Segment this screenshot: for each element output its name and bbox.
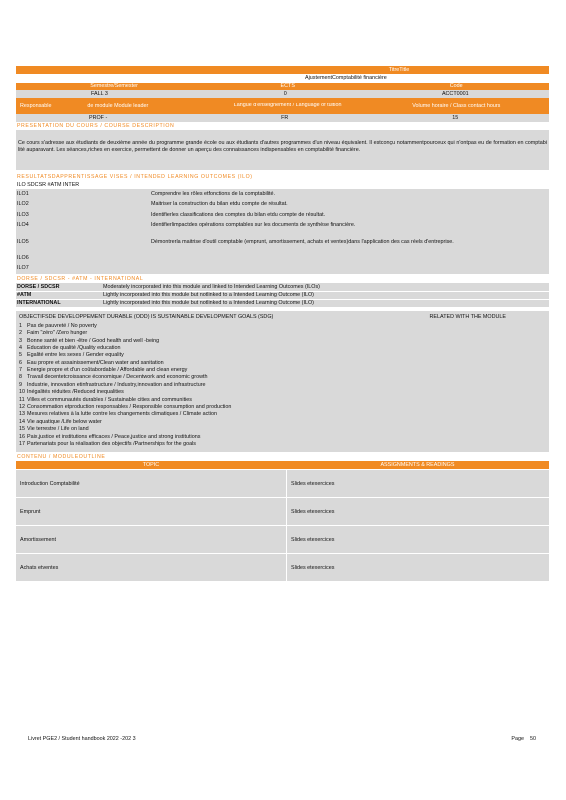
semester-label: Semestre/Semester (90, 83, 138, 90)
ilo-text: Démontrerla maitrise d'outil comptable (emprunt, amortissement, achats et ventes)dans l'application des cas réels d'entreprise. (151, 238, 454, 245)
hours-label: Volume horaire / Class contact hours (412, 102, 501, 109)
sdg-number: 5 (19, 352, 22, 359)
assignment-cell: Slides etexercices (286, 554, 549, 581)
sdg-item (19, 426, 546, 433)
sdg-number: 3 (19, 337, 22, 344)
description-heading: PRESENTATION DU COURS / COURSE DESCRIPTION (17, 123, 175, 129)
title-label: TitreTitle (388, 66, 410, 73)
sdg-text: Egalité entre les sexes / Gender equality (27, 352, 124, 359)
module-leader-label: de module Module leader (87, 102, 149, 109)
dorse-heading: DORSE / SDCSR - #ATM - INTERNATIONAL (17, 276, 144, 282)
ilo-row (16, 210, 549, 221)
sdg-number: 7 (19, 367, 22, 374)
code-label: Code (449, 83, 463, 90)
assignment-cell: Slides etexercices (286, 470, 549, 497)
topic-cell: Amortissement (20, 536, 56, 543)
sdg-text: Education de qualité /Quality education (27, 344, 121, 351)
assignment-cell: Slides etexercices (286, 526, 549, 553)
sdg-text: Eau propre et assainissement/Clean water and sanitation (27, 359, 164, 366)
ilo-text: Identifierles classifications des comptes du bilan etdu compte de résultat. (151, 211, 326, 218)
sdg-text: Pas de pauvreté / No poverty (27, 322, 97, 329)
hours-value: 15 (452, 114, 459, 121)
ilo-id: ILO1 (17, 190, 29, 197)
sdg-text: Faim "zéro" /Zero hunger (27, 330, 88, 337)
dorse-row (16, 291, 549, 299)
dorse-text: Moderately incorporated into this module and linked to Intended Learning Outcomes (ILOs) (103, 283, 320, 290)
course-title: AjustementComptabilité financière (305, 75, 387, 82)
sdg-item (19, 352, 546, 359)
sdg-number: 14 (19, 418, 25, 425)
dorse-text: Lightly incorporated into this module but notlinked to a Intended Learning Outcome (ILO) (103, 292, 314, 299)
topic-row (16, 469, 549, 497)
page-number: 50 (530, 736, 536, 742)
course-sheet (16, 66, 549, 581)
semester-value: FALL 3 (91, 90, 108, 97)
language-value: FR (281, 114, 289, 121)
dorse-label: #ATM (17, 292, 32, 299)
sdg-number: 13 (19, 411, 25, 418)
sdg-text: Mesures relatives à la lutte contre les changements climatiques / Climate action (27, 411, 217, 418)
ilo-subheading: ILO SDCSR #ATM INTER (17, 182, 80, 188)
sdg-number: 11 (19, 396, 25, 403)
dorse-label: INTERNATIONAL (17, 300, 61, 307)
sdg-number: 8 (19, 374, 22, 381)
responsable-value-row (16, 114, 549, 122)
sdg-number: 9 (19, 381, 22, 388)
ilo-table (16, 189, 549, 274)
sdg-text: Villes et communautés durables / Sustainable cities and communities (27, 396, 192, 403)
assignments-label: ASSIGNMENTS & READINGS (380, 462, 455, 469)
ilo-row (16, 253, 549, 264)
sdg-item (19, 382, 546, 389)
sdg-text: Partenariats pour la réalisation des objectifs /Partnerships for the goals (27, 441, 196, 447)
semester-value-row (16, 90, 549, 98)
topic-cell: Introduction Comptabilité (20, 480, 80, 487)
sdg-number: 4 (19, 344, 22, 351)
sdg-item (19, 323, 546, 330)
ects-label: ECTS (280, 83, 295, 90)
sdg-item (19, 397, 546, 404)
sdg-item (19, 434, 546, 441)
responsable-header-row (16, 98, 549, 114)
ilo-row (16, 231, 549, 253)
ects-value: 0 (283, 90, 287, 97)
sdg-item (19, 338, 546, 345)
code-value: ACCT0001 (441, 90, 469, 97)
sdg-item (19, 389, 546, 396)
dorse-row (16, 283, 549, 291)
contenu-heading: CONTENU / MODULEOUTLINE (17, 454, 106, 461)
ilo-id: ILO6 (17, 254, 29, 261)
sdg-number: 15 (19, 426, 25, 433)
ilo-id: ILO7 (17, 265, 29, 272)
ilo-row (16, 264, 549, 275)
dorse-label: DORSE / SDCSR (17, 283, 60, 290)
dorse-row (16, 299, 549, 307)
sdg-text: Energie propre et d'un coûtabordable / Affordable and clean energy (27, 367, 188, 374)
course-title-row (16, 74, 549, 83)
dorse-text: Lightly incorporated into this module but notlinked to a Intended Learning Outcome (ILO) (103, 300, 314, 307)
description-text: Ce cours s'adresse aux étudiants de deuxième année du programme grande école ou aux étudiants d'autres programmes d'un niveau équivalent. Il estconçu notammentpourceux qui n'ontpas eu de formation en comptabi lité auparavant. Les séances,riches en exercice, permettent de donner un aperçu des connaissances indispensables en comptabilité financière. (16, 130, 549, 170)
ilo-id: ILO5 (17, 238, 29, 245)
sdg-text: Bonne santé et bien -être / Good health and well -being (27, 337, 160, 344)
sdg-item (19, 330, 546, 337)
topic-row (16, 497, 549, 525)
ilo-text: Comprendre les rôles etfonctions de la comptabilité. (151, 190, 276, 197)
sdg-number: 16 (19, 433, 25, 440)
sdg-box (16, 311, 549, 452)
ilo-text: Identifierlimpactdes opérations comptables sur les documents de synthèse financière. (151, 222, 356, 229)
sdg-item (19, 404, 546, 411)
ilo-id: ILO3 (17, 211, 29, 218)
sdg-text: Vie aquatique /Life below water (27, 418, 102, 425)
sdg-number: 2 (19, 330, 22, 337)
page-footer (28, 736, 536, 743)
assignment-cell: Slides etexercices (286, 498, 549, 525)
ilo-heading: RESULTATSDAPPRENTISSAGE VISES / INTENDED LEARNING OUTCOMES (ILO) (17, 174, 253, 180)
sdg-number: 6 (19, 359, 22, 366)
sdg-item (19, 367, 546, 374)
sdg-text: Travail decentetcroissance économique / Decentwork and economic growth (27, 374, 208, 381)
sdg-item (19, 441, 546, 448)
ilo-row (16, 200, 549, 211)
topic-row (16, 553, 549, 581)
sdg-text: Industrie, innovation etinfrastructure / Industry,innovation and infrastructure (27, 381, 206, 388)
sdg-number: 10 (19, 389, 25, 396)
title-row (16, 66, 549, 74)
semester-header-row (16, 83, 549, 90)
ilo-text: Maitriser la construction du bilan etdu compte de résultat. (151, 201, 288, 208)
sdg-heading: OBJECTIFSDE DEVELOPPEMENT DURABLE (ODD) IS SUSTAINABLE DEVELOPMENT GOALS (SDG) (19, 314, 274, 320)
sdg-number: 17 (19, 441, 25, 447)
language-label: Langue d'enseignement / Language of tuition (233, 103, 342, 109)
sdg-item (19, 374, 546, 381)
contenu-header-row (16, 461, 549, 469)
topic-cell: Achats etventes (20, 564, 59, 571)
topic-label: TOPIC (142, 462, 160, 469)
sdg-number: 12 (19, 404, 25, 411)
sdg-text: Vie terrestre / Life on land (27, 426, 89, 433)
topic-row (16, 525, 549, 553)
sdg-text: Paix,justice et institutions efficaces / Peace,justice and strong institutions (27, 433, 201, 440)
ilo-id: ILO2 (17, 201, 29, 208)
sdg-related-heading: RELATED WITH THE MODULE (429, 314, 506, 320)
footer-page (511, 736, 536, 743)
sdg-item (19, 345, 546, 352)
page-label: Page (511, 736, 524, 742)
footer-handbook: Livret PGE2 / Student handbook 2022 -202 3 (28, 736, 136, 742)
sdg-text: Consommation etproduction responsables / Responsible consumption and production (27, 404, 232, 411)
ilo-row (16, 189, 549, 200)
sdg-item (19, 360, 546, 367)
ilo-id: ILO4 (17, 222, 29, 229)
responsable-label: Responsable (20, 102, 52, 109)
sdg-number: 1 (19, 322, 22, 329)
responsable-value: PROF - (89, 114, 108, 121)
sdg-item (19, 419, 546, 426)
sdg-item (19, 411, 546, 418)
sdg-text: Inégalités réduites /Reduced inequalities (27, 389, 124, 396)
ilo-row (16, 221, 549, 232)
topic-cell: Emprunt (20, 508, 41, 515)
sdg-heading-row (19, 314, 546, 321)
